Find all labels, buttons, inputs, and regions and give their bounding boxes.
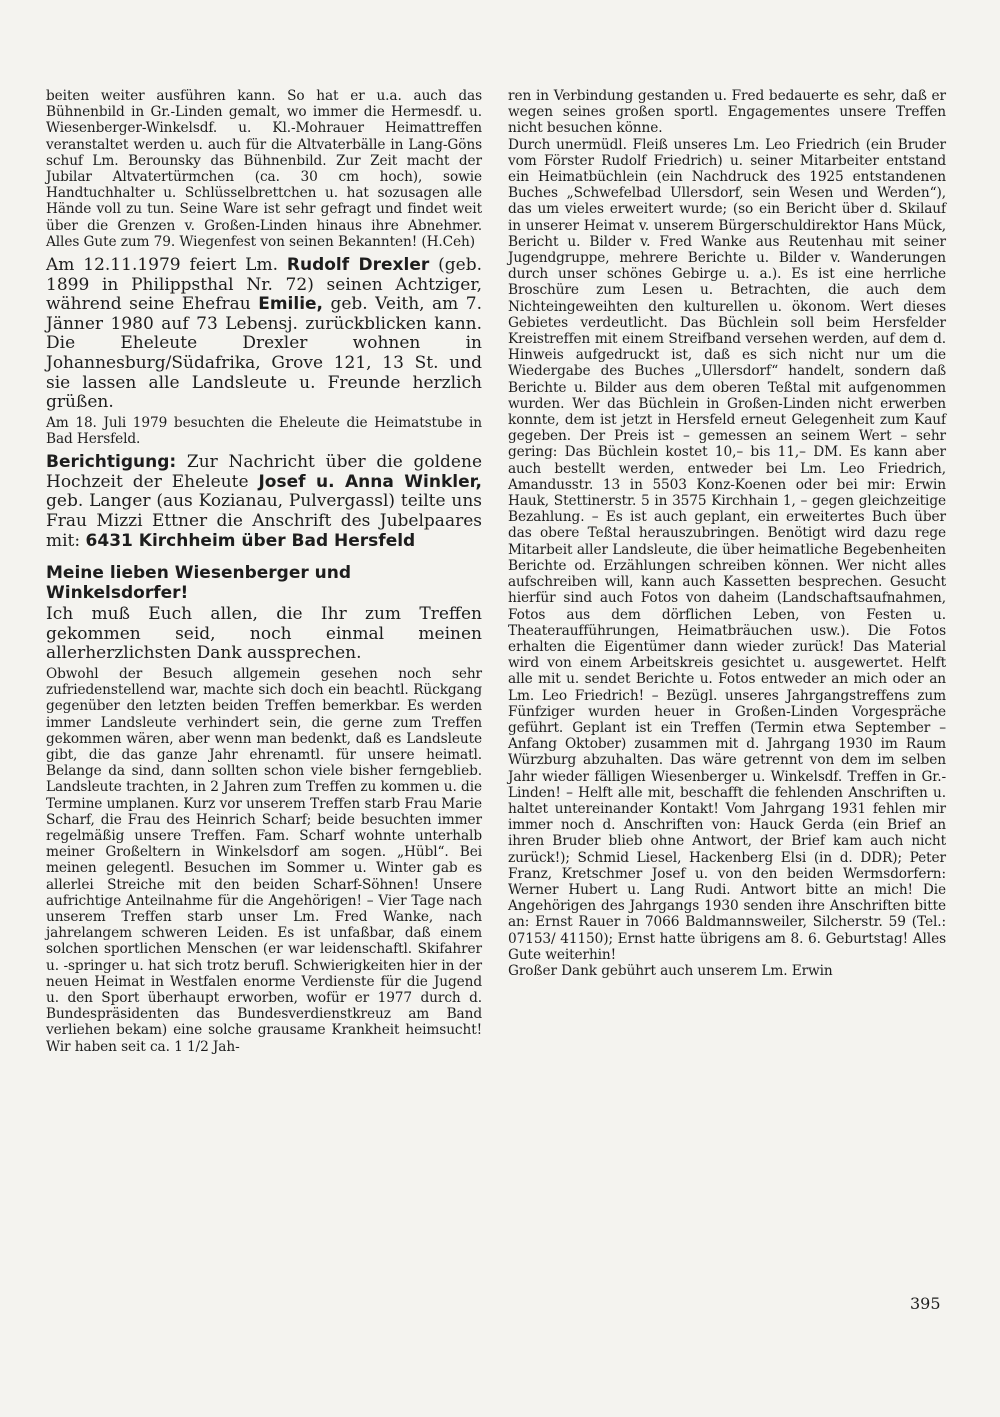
berichtigung-text-1: Zur Nachricht über die goldene Hochzeit der Eheleute — [46, 452, 482, 492]
berichtigung-text-2: geb. Langer (aus Kozianau, Pulvergassl) teilte uns Frau Mizzi Ettner die Anschrift des Jubelpaares mit: — [46, 491, 482, 551]
letter-intro: Ich muß Euch allen, die Ihr zum Treffen gekommen seid, noch einmal meinen allerherzlichsten Dank aussprechen. — [46, 604, 482, 664]
berichtigung-address: 6431 Kirchheim über Bad Hersfeld — [85, 530, 416, 551]
drexler-paragraph — [46, 256, 482, 413]
drexler-name-1: Rudolf Drexler — [286, 255, 430, 276]
heimatstube-paragraph: Am 18. Juli 1979 besuchten die Eheleute die Heimatstube in Bad Hersfeld. — [46, 414, 482, 447]
drexler-text-1: Am 12.11.1979 feiert Lm. — [46, 255, 287, 276]
left-column — [46, 88, 482, 1055]
berichtigung-names: Josef u. Anna Winkler, — [258, 471, 482, 492]
berichtigung-paragraph — [46, 453, 482, 551]
dank-paragraph: Großer Dank gebührt auch unserem Lm. Erwin — [508, 962, 833, 979]
drexler-text-2: (geb. 1899 in Philippsthal Nr. 72) seinen Achtziger, während seine Ehefrau — [46, 255, 483, 315]
heimatbuechlein-paragraph: Durch unermüdl. Fleiß unseres Lm. Leo Friedrich (ein Bruder vom Förster Rudolf Friedrich) u. seiner Mitarbeiter entstand ein Heimatbüchlein (ein Nachdruck des 1925 entstandenen Buches „Schwefelbad Ullersdorf, sein Wesen und Werden“), das um vieles erweitert wurde; (so ein Bericht über d. Skilauf in unserer Heimat v. unserem Bürgerschuldirektor Hans Mück, Bericht u. Bilder v. Fred Wanke aus Reutenhau mit seiner Jugendgruppe, mehrere Berichte u. Bilder v. Wanderungen durch unser schönes Gebirge u. a.). Es ist eine herrliche Broschüre zum Lesen u. Betrachten, die auch dem Nichteingeweihten den kulturellen u. ökonom. Wert dieses Gebietes verdeutlicht. Das Büchlein soll beim Hersfelder Kreistreffen mit einem Streifband versehen werden, auf dem d. Hinweis aufgedruckt ist, daß es sich nicht nur um die Wiedergabe des Buches „Ullersdorf“ handelt, sondern daß Berichte u. Bilder aus dem oberen Teßtal mit aufgenommen wurden. Wer das Büchlein in Großen-Linden nicht erwerben konnte, dem ist jetzt in Hersfeld erneut Gelegenheit zum Kauf gegeben. Der Preis ist – gemessen an seinem Wert – sehr gering: Das Büchlein kostet 10,– bis 11,– DM. Es kann aber auch bestellt werden, entweder bei Lm. Leo Friedrich, Amandusstr. 13 in 5503 Konz-Koenen oder bei mir: Erwin Hauk, Stettinerstr. 5 in 3575 Kirchhain 1, – gegen gleichzeitige Bezahlung. – Es ist auch geplant, ein erweitertes Buch über das obere Teßtal herauszubringen. Benötigt wird dazu rege Mitarbeit aller Landsleute, die über heimatliche Begebenheiten Berichte od. Erzählungen schreiben können. Wer nicht alles aufschreiben will, kann auch Kassetten besprechen. Gesucht hierfür sind auch Fotos von daheim (Landschaftsaufnahmen, Fotos aus dem dörflichen Leben, von Festen u. Theateraufführungen, Heimatbräuchen usw.). Die Fotos erhalten die Eigentümer dann wieder zurück! Das Material wird von einem Arbeitskreis gesichtet u. ausgewertet. Helft alle mit u. sendet Berichte u. Fotos entweder an mich oder an Lm. Leo Friedrich! – Bezügl. unseres Jahrgangstreffens zum Fünfziger wurden heuer in Großen-Linden Vorgespräche geführt. Geplant ist ein Treffen (Termin etwa September – Anfang Oktober) zusammen mit d. Jahrgang 1930 im Raum Würzburg abzuhalten. Das wäre getrennt von dem im selben Jahr wieder fälligen Wiesenberger u. Winkelsdf. Treffen in Gr.-Linden! – Helft alle mit, beschafft die fehlenden Anschriften u. haltet untereinander Kontakt! Vom Jahrgang 1931 fehlen mir immer noch d. Anschriften von: Hauck Gerda (ein Brief an ihren Bruder blieb ohne Antwort, der Brief kam auch nicht zurück!); Schmid Liesel, Hackenberg Elsi (in d. DDR); Peter Franz, Kretschmer Josef u. von den beiden Wermsdorfern: Werner Hubert u. Lang Rudi. Antwort bitte an mich! Die Angehörigen des Jahrgangs 1930 senden ihre Anschriften bitte an: Ernst Rauer in 7066 Baldmannsweiler, Silcherstr. 59 (Tel.: 07153/ 41150); Ernst hatte übrigens am 8. 6. Geburtstag! Alles Gute weiterhin! — [508, 136, 946, 963]
right-column — [508, 88, 946, 979]
drexler-name-2: Emilie, — [258, 294, 324, 315]
page-number: 395 — [910, 1294, 941, 1313]
berounsky-paragraph: beiten weiter ausführen kann. So hat er u.a. auch das Bühnenbild in Gr.-Linden gemalt, wo immer die Hermesdf. u. Wiesenberger-Winkelsdf. u. Kl.-Mohrauer Heimattreffen veranstaltet werden u. auch für die Altvaterbälle in Lang-Göns schuf Lm. Berounsky das Bühnenbild. Zur Zeit macht der Jubilar Altvatertürmchen (ca. 30 cm hoch), sowie Handtuchhalter u. Schlüsselbrettchen u. hat sozusagen alle Hände voll zu tun. Seine Ware ist sehr gefragt und findet weit über die Grenzen v. Großen-Linden hinaus ihre Abnehmer. Alles Gute zum 79. Wiegenfest von seinen Bekannten! (H.Ceh) — [46, 88, 482, 250]
wanke-continuation: ren in Verbindung gestanden u. Fred bedauerte es sehr, daß er wegen seines großen sportl. Engagementes unsere Treffen nicht besuchen könne. — [508, 88, 946, 137]
berichtigung-label: Berichtigung: — [46, 452, 177, 473]
letter-body: Obwohl der Besuch allgemein gesehen noch sehr zufriedenstellend war, machte sich doch ein beachtl. Rückgang gegenüber den letzten beiden Treffen bemerkbar. Es werden immer Landsleute verhindert sein, die gerne zum Treffen gekommen wären, aber wenn man bedenkt, daß es Landsleute gibt, die das ganze Jahr ehrenamtl. für unsere heimatl. Belange da sind, dann sollten schon viele bisher ferngeblieb. Landsleute trachten, in 2 Jahren zum Treffen zu kommen u. die Termine umplanen. Kurz vor unserem Treffen starb Frau Marie Scharf, die Frau des Heinrich Scharf; beide besuchten immer regelmäßig unsere Treffen. Fam. Scharf wohnte unterhalb meiner Großeltern in Winkelsdorf am sogen. „Hübl“. Bei meinen gelegentl. Besuchen im Sommer u. Winter gab es allerlei Streiche mit den beiden Scharf-Söhnen! Unsere aufrichtige Anteilnahme für die Angehörigen! – Vier Tage nach unserem Treffen starb unser Lm. Fred Wanke, nach jahrelangem schweren Leiden. Es ist unfaßbar, daß einem solchen sportlichen Menschen (er war leidenschaftl. Skifahrer u. -springer u. hat sich trotz berufl. Schwierigkeiten hier in der neuen Heimat in Westfalen enorme Verdienste für die Jugend u. den Sport überhaupt erworben, wofür er 1977 durch d. Bundespräsidenten das Bundesverdienstkreuz am Band verliehen bekam) eine solche grausame Krankheit heimsucht! Wir haben seit ca. 1 1/2 Jah- — [46, 665, 482, 1055]
letter-heading: Meine lieben Wiesenberger und Winkelsdorfer! — [46, 563, 352, 604]
drexler-text-3: geb. Veith, am 7. Jänner 1980 auf 73 Lebensj. zurückblicken kann. Die Eheleute Drexler wohnen in Johannesburg/Südafrika, Grove 121, 13 St. und sie lassen alle Landsleute u. Freunde herzlich grüßen. — [46, 294, 482, 413]
